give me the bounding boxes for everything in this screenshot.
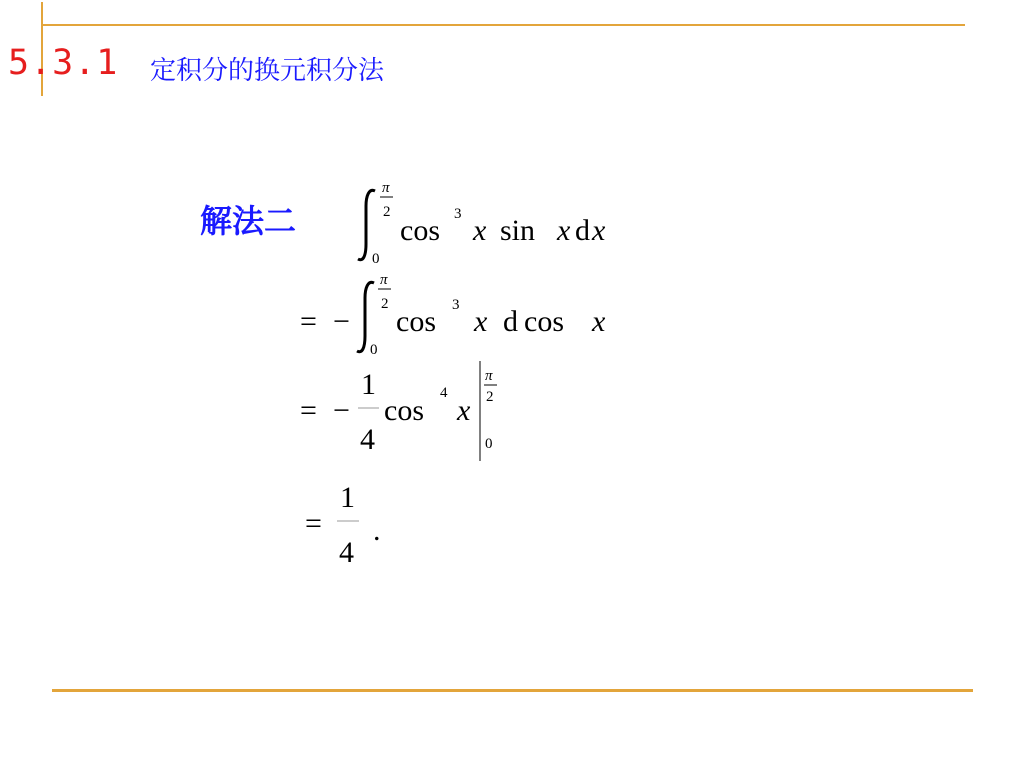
fraction-denominator: 4 — [360, 423, 375, 456]
variable-x: x — [592, 214, 606, 247]
formula-line-2 — [300, 272, 606, 358]
section-number: 5.3.1 — [8, 43, 119, 83]
sin-function: sin — [500, 214, 536, 247]
fraction-numerator: 1 — [340, 481, 355, 514]
variable-x: x — [557, 214, 571, 247]
upper-limit-numerator: π — [380, 272, 388, 288]
formula-line-1 — [358, 180, 606, 267]
equals-sign: = — [305, 507, 322, 540]
cos-exponent: 4 — [440, 385, 448, 401]
period: . — [373, 514, 381, 547]
minus-sign: − — [333, 305, 350, 338]
differential-d: d — [503, 305, 518, 338]
cos-function: cos — [396, 305, 436, 338]
differential-d: d — [575, 214, 590, 247]
cos-exponent: 3 — [454, 206, 462, 222]
equals-sign: = — [300, 305, 317, 338]
eval-upper-denominator: 2 — [486, 389, 494, 405]
variable-x: x — [592, 305, 606, 338]
eval-upper-numerator: π — [485, 368, 493, 384]
variable-x: x — [474, 305, 488, 338]
upper-limit-denominator: 2 — [381, 296, 389, 312]
cos-function: cos — [384, 394, 424, 427]
cos-function: cos — [400, 214, 440, 247]
formula-line-3 — [300, 361, 497, 461]
upper-limit-numerator: π — [382, 180, 390, 196]
variable-x: x — [457, 394, 471, 427]
lower-limit: 0 — [370, 342, 378, 358]
fraction-denominator: 4 — [339, 536, 354, 569]
equals-sign: = — [300, 394, 317, 427]
integral-sign — [358, 190, 375, 259]
bottom-rule — [52, 689, 973, 692]
method-label: 解法二 — [200, 202, 297, 240]
fraction-numerator: 1 — [361, 368, 376, 401]
variable-x: x — [473, 214, 487, 247]
lower-limit: 0 — [372, 251, 380, 267]
upper-limit-denominator: 2 — [383, 204, 391, 220]
cos-function: cos — [524, 305, 564, 338]
eval-lower-limit: 0 — [485, 436, 493, 452]
cos-exponent: 3 — [452, 297, 460, 313]
minus-sign: − — [333, 394, 350, 427]
section-title: 定积分的换元积分法 — [150, 56, 385, 86]
formula-line-4 — [305, 481, 381, 569]
